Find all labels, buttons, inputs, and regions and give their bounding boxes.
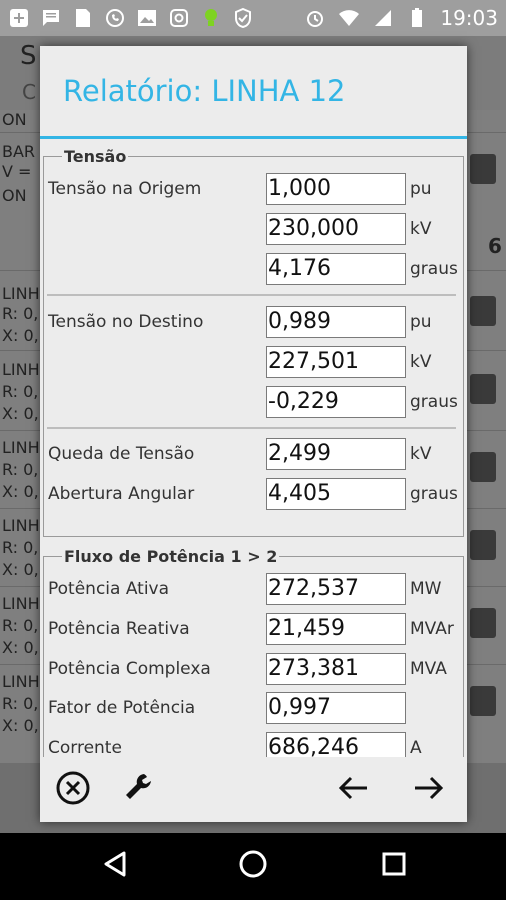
corrente-field[interactable]: 686,246 xyxy=(266,732,406,757)
bg-text: LINH xyxy=(2,438,40,457)
tensao-destino-label: Tensão no Destino xyxy=(48,312,204,332)
home-icon xyxy=(238,849,268,883)
potencia-ativa-field[interactable]: 272,537 xyxy=(266,573,406,605)
unit-graus: graus xyxy=(410,484,458,504)
settings-button[interactable] xyxy=(120,770,160,810)
unit-kv: kV xyxy=(410,219,432,239)
dialog-actions xyxy=(40,757,467,822)
recents-button[interactable] xyxy=(377,849,411,883)
close-button[interactable] xyxy=(53,770,93,810)
tensao-origem-graus-field[interactable]: 4,176 xyxy=(266,253,406,285)
bg-text: X: 0, xyxy=(2,716,39,735)
bg-text: R: 0, xyxy=(2,538,39,557)
abertura-angular-label: Abertura Angular xyxy=(48,484,195,504)
clock: 19:03 xyxy=(440,6,498,30)
bg-text: S xyxy=(20,41,37,71)
bg-text: R: 0, xyxy=(2,694,39,713)
potencia-complexa-label: Potência Complexa xyxy=(48,659,211,679)
unit-mvar: MVAr xyxy=(410,619,454,639)
signal-icon xyxy=(372,7,394,29)
section-divider xyxy=(47,294,456,296)
bg-text: ON xyxy=(2,186,27,205)
tensao-origem-kv-field[interactable]: 230,000 xyxy=(266,213,406,245)
trash-icon xyxy=(470,530,496,560)
whatsapp-icon xyxy=(104,7,126,29)
bg-text: ON xyxy=(2,110,27,129)
dialog-content[interactable] xyxy=(40,139,467,757)
potencia-reativa-label: Potência Reativa xyxy=(48,619,190,639)
tensao-origem-label: Tensão na Origem xyxy=(48,179,202,199)
tensao-origem-pu-field[interactable]: 1,000 xyxy=(266,173,406,205)
bg-text: BAR xyxy=(2,142,36,161)
unit-pu: pu xyxy=(410,179,432,199)
image-icon xyxy=(136,7,158,29)
bg-text: LINH xyxy=(2,594,40,613)
bg-text: R: 0, xyxy=(2,382,39,401)
bg-text: R: 0, xyxy=(2,304,39,323)
plus-square-icon xyxy=(8,7,30,29)
trash-icon xyxy=(470,154,496,184)
unit-kv: kV xyxy=(410,352,432,372)
trash-icon xyxy=(470,608,496,638)
potencia-reativa-field[interactable]: 21,459 xyxy=(266,613,406,645)
wifi-icon xyxy=(338,7,360,29)
section-divider xyxy=(47,427,456,429)
navigation-bar xyxy=(0,833,506,900)
trash-icon xyxy=(470,296,496,326)
bg-text: 6 xyxy=(488,234,502,258)
previous-button[interactable] xyxy=(333,770,373,810)
instagram-icon xyxy=(168,7,190,29)
status-bar xyxy=(0,0,506,36)
unit-graus: graus xyxy=(410,259,458,279)
report-dialog xyxy=(40,46,467,822)
alarm-icon xyxy=(304,7,326,29)
trash-icon xyxy=(470,374,496,404)
dialog-title: Relatório: LINHA 12 xyxy=(63,74,346,108)
close-circle-icon xyxy=(55,770,91,810)
queda-tensao-label: Queda de Tensão xyxy=(48,444,195,464)
bg-text: X: 0, xyxy=(2,404,39,423)
tensao-destino-pu-field[interactable]: 0,989 xyxy=(266,306,406,338)
arrow-left-icon xyxy=(335,770,371,810)
message-icon xyxy=(40,7,62,29)
tensao-destino-kv-field[interactable]: 227,501 xyxy=(266,346,406,378)
potencia-ativa-label: Potência Ativa xyxy=(48,579,170,599)
potencia-complexa-field[interactable]: 273,381 xyxy=(266,653,406,685)
abertura-angular-field[interactable]: 4,405 xyxy=(266,478,406,510)
shield-icon xyxy=(232,7,254,29)
bg-text: X: 0, xyxy=(2,560,39,579)
bg-text: LINH xyxy=(2,360,40,379)
fator-potencia-label: Fator de Potência xyxy=(48,698,196,718)
wrench-icon xyxy=(122,770,158,810)
back-button[interactable] xyxy=(98,849,132,883)
fluxo-legend: Fluxo de Potência 1 > 2 xyxy=(64,547,278,566)
next-button[interactable] xyxy=(409,770,449,810)
bg-text: LINH xyxy=(2,284,40,303)
bg-text: LINH xyxy=(2,672,40,691)
unit-kv: kV xyxy=(410,444,432,464)
fator-potencia-field[interactable]: 0,997 xyxy=(266,692,406,724)
queda-tensao-field[interactable]: 2,499 xyxy=(266,438,406,470)
unit-mva: MVA xyxy=(410,659,447,679)
bg-text: LINH xyxy=(2,516,40,535)
bg-text: V = xyxy=(2,162,37,181)
trash-icon xyxy=(470,452,496,482)
arrow-right-icon xyxy=(411,770,447,810)
tensao-legend: Tensão xyxy=(64,147,127,166)
tensao-destino-graus-field[interactable]: -0,229 xyxy=(266,386,406,418)
bg-text: X: 0, xyxy=(2,326,39,345)
bg-text: X: 0, xyxy=(2,482,39,501)
back-icon xyxy=(102,850,128,882)
unit-graus: graus xyxy=(410,392,458,412)
unit-pu: pu xyxy=(410,312,432,332)
bg-text: R: 0, xyxy=(2,460,39,479)
bg-text: C xyxy=(22,80,36,104)
sim-card-icon xyxy=(72,7,94,29)
unit-a: A xyxy=(410,738,422,757)
battery-icon xyxy=(406,7,428,29)
lightbulb-icon xyxy=(200,7,222,29)
trash-icon xyxy=(470,686,496,716)
home-button[interactable] xyxy=(236,849,270,883)
unit-mw: MW xyxy=(410,579,442,599)
bg-text: X: 0, xyxy=(2,638,39,657)
recents-icon xyxy=(381,851,407,881)
bg-text: R: 0, xyxy=(2,616,39,635)
corrente-label: Corrente xyxy=(48,738,122,757)
